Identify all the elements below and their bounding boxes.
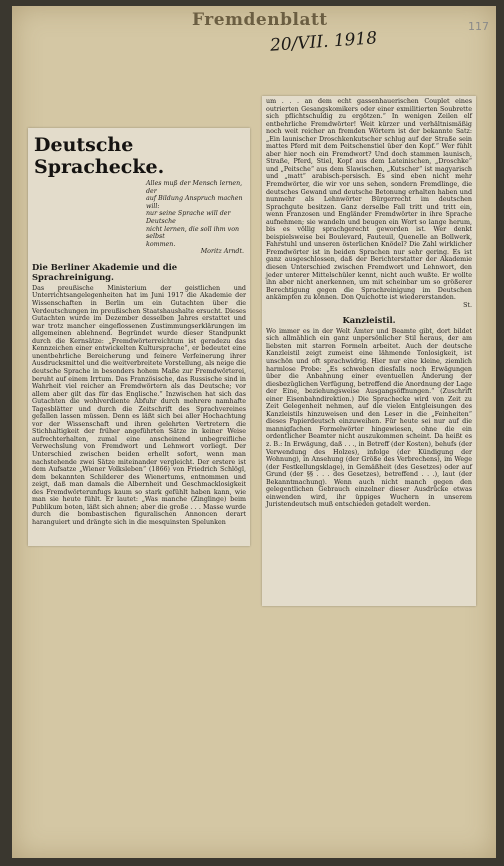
motto-line: Alles muß der Mensch lernen, der — [146, 180, 243, 195]
article-body — [32, 285, 246, 527]
article-paragraph: Wo immer es in der Welt Ämter und Beamte gibt, dort bildet sich allmählich ein ganz unpersönlicher Stil heraus, der am liebsten mit starren Formeln arbeitet. Auch der deutsche Kanzleistil zeigt zumeist eine lähmende Tonlosigkeit, ist unschön und oft sprachwidrig. Hier nur eine kleine, ziemlich harmlose Probe: „Es schweben diesfalls noch Erwägungen über die Anbahnung einer eventuellen Änderung der diesbezüglichen Verfügung, betreffend die Anordnung der Lage der Eine, beziehungsweise Ausgangsöffnungen.“ (Zuschrift einer Eisenbahndirektion.) Die Sprachecke wird von Zeit zu Zeit Gelegenheit nehmen, auf die vielen Entgleisungen des Kanzleistils hinzuweisen und den Leser in die „Feinheiten“ dieses Papierdeutsch einzuweihen. Für heute sei nur auf die mannigfachen Formelwörter hingewiesen, ohne die ein ordentlicher Beamter nicht auszukommen scheint. Da heißt es z. B.: In Erwägung, daß . . ., in Betreff (der Kosten), behufs (der Verwendung des Holzes), infolge (der Kündigung der Wohnung), in Ansehung (der Größe des Verbrechens), im Wege (der Festkellungsklage), in Gemäßheit (des Gesetzes) oder auf Grund (der §§ . . . des Gesetzes), betreffend . . .), laut (der Bekanntmachung). Wenn auch nicht manch gegen den gelegentlichen Gebrauch einzelner dieser Ausdrücke etwas einwenden wird, ihr üppiges Wuchern in unserem Juristendeutsch muß entschieden getadelt werden. — [266, 327, 472, 509]
article-paragraph: um . . . an dem echt gassenhauerischen Couplet eines outrierten Gesangskomikers oder einer exmilitierten Soubrette sich pflichtschuldig zu ergötzen.“ In wenigen Zeilen elf entbehrliche Fremdwörter! Weit kürzer und verhältnismäßig noch weit reicher an fremden Wörtern ist der bekannte Satz: „Ein launischer Droschkenkutscher schlug auf der Straße sein mattes Pferd mit dem Peitschenstiel über den Kopf.“ Wer fühlt aber hier noch ein Fremdwort? Und doch stammen launisch, Straße, Pferd, Stiel, Kopf aus dem Lateinischen, „Droschke“ und „Peitsche“ aus dem Slawischen, „Kutscher“ ist magyarisch und „matt“ arabisch-persisch. Es sind eben nicht mehr Fremdwörter, die wir vor uns sehen, sondern Fremdlinge, die deutsches Gewand und deutsche Betonung erhalten haben und nunmehr als Lehnwörter Bürgerrecht im deutschen Sprachgute besitzen. Ganz derselbe Fall tritt und tritt ein, wenn Franzosen und Engländer Fremdwörter in ihre Sprache aufnehmen; sie wandeln und beugen ein Wort so lange herum, bis es völlig sprachgerecht geworden ist. Wer denkt beispielsweise bei Boulevard, Fauteuil, Quenelle an Bollwerk, Fahrstuhl und unseren österlichen Knödel? Die Zahl wirklicher Fremdwörter ist in beiden Sprachen nur sehr gering. Es ist ganz ausgeschlossen, daß der Berichterstatter der Akademie diesen Unterschied zwischen Fremdwort und Lehnwort, den jeder unterer Mittelschüler kennt, nicht auch wußte. Er wollte ihn aber nicht anerkennen, um mit scheinbar um so größerer Berechtigung gegen die Sprachreinigung im Deutschen ankämpfen zu können. Don Quichotte ist wiedererstanden. — [266, 98, 472, 302]
kanzleistil-body — [266, 328, 472, 509]
article-subhead: Kanzleistil. — [342, 314, 396, 325]
clipping-deutsche-sprachecke — [28, 128, 250, 546]
article-subhead: Die Berliner Akademie und die Sprachreinigung. — [32, 261, 178, 282]
article-paragraph: Das preußische Ministerium der geistlichen und Unterrichtsangelegenheiten hat im Juni 1917 die Akademie der Wissenschaften in Berlin um ein Gutachten über die Verdeutschungen im preußischen Staatshaushalte ersucht. Dieses Gutachten wurde im Dezember desselben Jahres erstattet und war trotz mancher eingeflossenen Zustimmungserklärungen im allgemeinen ablehnend. Begründet wurde dieser Standpunkt durch die Kernsätze: „Fremdwörterreichtum ist geradezu das Kennzeichen einer entwickelten Kultursprache“, er bedeutet eine unentbehrliche Bereicherung und feinere Verfeinerung ihrer Ausdrucksmittel und die weitverbreitete Vorstellung, als neige die deutsche Sprache in besonders hohem Maße zur Fremdwörterei, beruht auf einem Irrtum. Das Französische, das Russische sind in Wahrheit viel reicher an Fremdwörtern als das Deutsche; vor allem aber gilt das für das Englische.“ Inzwischen hat sich das Gutachten die wohlverdiente Abfuhr durch mehrere namhafte Tagesblätter und durch die Zeitschrift des Sprachvereines gefallen lassen müssen. Denn es läßt sich bei aller Hochachtung vor der Wissenschaft und ihren gelehrten Vertretern die Stichhaltigkeit der früher angeführten Sätze in keiner Weise aufrechterhalten, zumal eine anscheinend unbegreifliche Verwechslung von Fremdwort und Lehnwort vorliegt. Der Unterschied zwischen beiden erhellt sofort, wenn man nachstehende zwei Sätze miteinander vergleicht. Der erstere ist dem Aufsatze „Wiener Volksleben“ (1866) von Friedrich Schlögl, dem bekannten Schilderer des Wienertums, entnommen und zeigt, daß man damals die Albernheit und Geschmacklosigkeit des Fremdwörterunfugs kaum so stark gefühlt haben kann, wie man sie heute fühlt. Er lautet: „Was manche (Zinglinge) beim Publikum boten, läßt sich ahnen; aber die große . . . Masse wurde durch die bombastischen figuralischen Annoncen derart haranguiert und drängte sich in die mesquinsten Spelunken — [32, 284, 246, 526]
clipping-continuation — [262, 96, 476, 606]
continuation-body — [266, 98, 472, 302]
clipping-headline: Deutsche Sprachecke. — [34, 134, 165, 178]
motto-line: nicht lernen, die soll ihm von selbst — [146, 225, 240, 241]
motto-quote — [146, 180, 244, 256]
motto-line: auf Bildung Anspruch machen will: — [146, 195, 243, 210]
page-number: 117 — [468, 20, 489, 33]
motto-line: nur seine Sprache will der Deutsche — [146, 210, 231, 225]
motto-line: kommen. — [146, 240, 176, 248]
author-signature: St. — [463, 301, 472, 309]
newspaper-masthead: Fremdenblatt — [192, 10, 328, 30]
handwritten-date: 20/VII. 1918 — [269, 28, 378, 56]
motto-author: Moritz Arndt. — [200, 248, 244, 256]
